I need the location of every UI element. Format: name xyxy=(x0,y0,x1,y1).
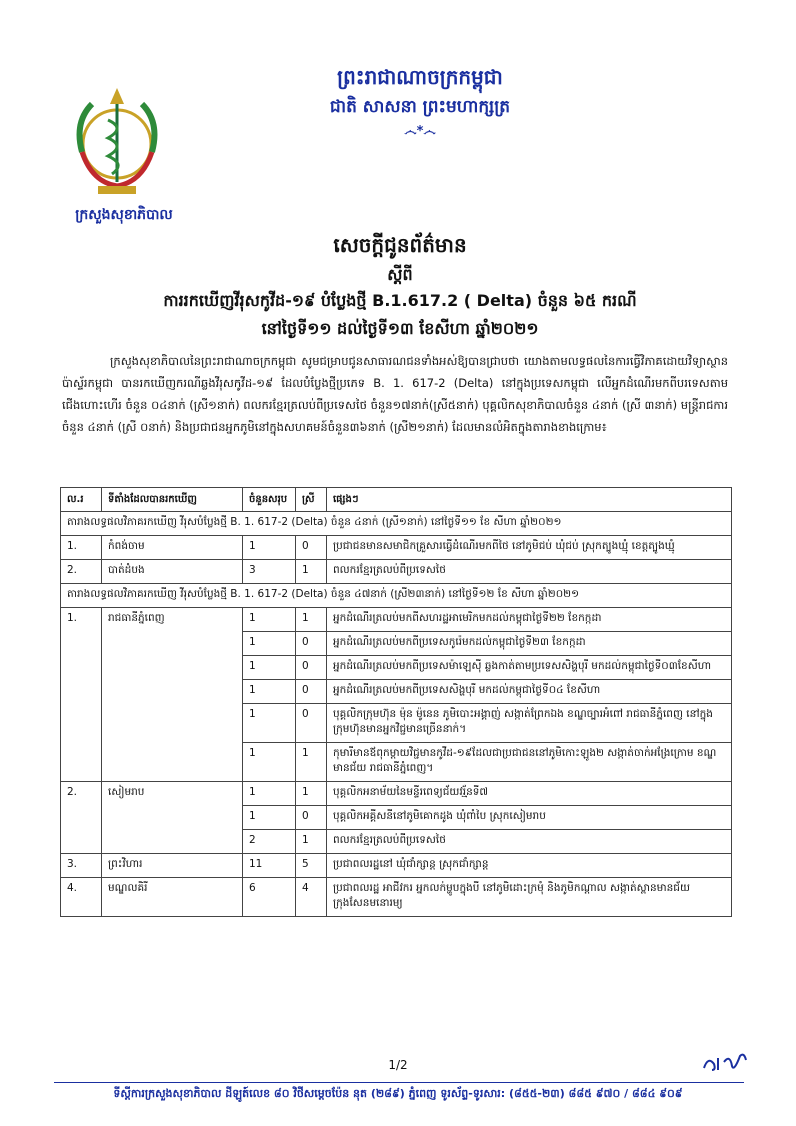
table-row xyxy=(61,782,732,806)
table-row xyxy=(61,536,732,560)
cell-female: 0 xyxy=(296,536,327,560)
cell-female: 1 xyxy=(296,560,327,584)
cell-female: 4 xyxy=(296,878,327,917)
kingdom-name: ព្រះរាជាណាចក្រកម្ពុជា xyxy=(337,65,503,89)
col-header-female: ស្រី xyxy=(296,488,327,512)
col-header-notes: ផ្សេងៗ xyxy=(327,488,732,512)
cell-female: 1 xyxy=(296,830,327,854)
cell-total: 11 xyxy=(243,854,296,878)
table-row xyxy=(61,878,732,917)
cell-location: ព្រះវិហារ xyxy=(102,854,243,878)
footer-address: ទីស្តីការក្រសួងសុខាភិបាល ដីឡូត៍លេខ ៨០ វិថីសម្តេចប៉ែន នុត (២៨៩) ភ្នំពេញ ទូរស័ព្ទ-ទូរសារ: (៨៥៥-២៣) ៨៨៥ ៩៧០ / ៨៨៤ ៩០៩ xyxy=(113,1087,683,1100)
cell-female: 1 xyxy=(296,608,327,632)
cell-total: 1 xyxy=(243,806,296,830)
cell-female: 0 xyxy=(296,806,327,830)
ministry-emblem xyxy=(62,82,172,212)
cell-note: អ្នកដំណើរត្រលប់មកពីប្រទេសកូរ៉េមកដល់កម្ពុជាថ្ងៃទី២៣ ខែកក្កដា xyxy=(327,632,732,656)
cell-female: 5 xyxy=(296,854,327,878)
cell-total: 1 xyxy=(243,704,296,743)
footer-divider xyxy=(54,1082,744,1083)
cell-note: អ្នកដំណើរត្រលប់មកពីប្រទេសម៉ាឡេស៊ី ឆ្លងកាត់តាមប្រទេសសិង្ហបុរី មកដល់កម្ពុជាថ្ងៃទី០៣ខែសីហា xyxy=(327,656,732,680)
cell-total: 1 xyxy=(243,608,296,632)
cell-note: ប្រជាពលរដ្ឋនៅ ឃុំជាំក្សាន្ត ស្រុកជាំក្សាន្ត xyxy=(327,854,732,878)
cell-total: 3 xyxy=(243,560,296,584)
cases-table xyxy=(60,487,732,917)
section-heading: តារាងលទ្ធផលវិភាគរកឃើញ វីរុសបំប្លែងថ្មី B. 1. 617-2 (Delta) ចំនួន ៤៧នាក់ (ស្រី២៣នាក់) នៅថ្ងៃទី១២ ខែ សីហា ឆ្នាំ២០២១ xyxy=(61,584,732,608)
cell-note: បុគ្គលិកអគ្គីសនីនៅភូមិគោកដូង ឃុំពាំបៃ ស្រុកសៀមរាប xyxy=(327,806,732,830)
signature-initials xyxy=(700,1050,748,1076)
cell-total: 2 xyxy=(243,830,296,854)
cell-location: កំពង់ចាម xyxy=(102,536,243,560)
intro-paragraph: ក្រសួងសុខាភិបាលនៃព្រះរាជាណាចក្រកម្ពុជា សូមជម្រាបជូនសាធារណជនទាំងអស់ឱ្យបានជ្រាបថា យោងតាមលទ្ធផលនៃការធ្វើវិភាគដោយវិទ្យាស្ថានប៉ាស្ទ័រកម្ពុជា បានរកឃើញករណីឆ្លងវីរុសកូវីដ-១៩ ដែលបំប្លែងថ្មីប្រភេទ B. 1. 617-2 (Delta) នៅក្នុងប្រទេសកម្ពុជា លើអ្នកដំណើរមកពីបរទេសតាមជើងហោះហើរ ចំនួន ០៤នាក់ (ស្រី១នាក់) ពលករខ្មែរត្រលប់ពីប្រទេសថៃ ចំនួន១៧នាក់(ស្រី៥នាក់) បុគ្គលិកសុខាភិបាលចំនួន ៤នាក់ (ស្រី ៣នាក់) មន្ត្រីរាជការចំនួន ៤នាក់ (ស្រី ០នាក់) និងប្រជាជនអ្នកភូមិនៅក្នុងសហគមន៍ចំនួន៣៦នាក់ (ស្រី២១នាក់) ដែលមានលំអិតក្នុងតារាងខាងក្រោម៖ xyxy=(62,354,728,434)
table-header-row xyxy=(61,488,732,512)
table-section-row xyxy=(61,512,732,536)
ministry-name: ក្រសួងសុខាភិបាល xyxy=(75,207,173,223)
cell-total: 1 xyxy=(243,536,296,560)
cell-total: 1 xyxy=(243,632,296,656)
page-number: 1/2 xyxy=(388,1058,408,1072)
cell-note: បុគ្គលិកអនាម័យនៃមន្ទីរពេទ្យជ័យវរ្ម័នទី៧ xyxy=(327,782,732,806)
cell-total: 1 xyxy=(243,782,296,806)
cell-no: 4. xyxy=(61,878,102,917)
cell-location: បាត់ដំបង xyxy=(102,560,243,584)
cell-female: 0 xyxy=(296,680,327,704)
cell-note: ពលករខ្មែរត្រលប់ពីប្រទេសថៃ xyxy=(327,560,732,584)
cell-note: ប្រជាជនមានសមាជិកគ្រួសារធ្វើដំណើរមកពីថៃ នៅភូមិជប់ ឃុំជប់ ស្រុកត្បូងឃ្មុំ ខេត្តត្បូងឃ្មុំ xyxy=(327,536,732,560)
document-subject: ការរកឃើញវីរុសកូវីដ-១៩ បំប្លែងថ្មី B.1.617.2 ( Delta) ចំនួន ៦៥ ករណី xyxy=(163,291,637,310)
cell-female: 1 xyxy=(296,743,327,782)
cell-note: អ្នកដំណើរត្រលប់មកពីប្រទេសសិង្ហបុរី មកដល់កម្ពុជាថ្ងៃទី០៤ ខែសីហា xyxy=(327,680,732,704)
cell-female: 1 xyxy=(296,782,327,806)
document-subject-label: ស្តីពី xyxy=(387,265,413,284)
cell-female: 0 xyxy=(296,632,327,656)
section-heading: តារាងលទ្ធផលវិភាគរកឃើញ វីរុសបំប្លែងថ្មី B. 1. 617-2 (Delta) ចំនួន ៤នាក់ (ស្រី១នាក់) នៅថ្ងៃទី១១ ខែ សីហា ឆ្នាំ២០២១ xyxy=(61,512,732,536)
cell-no: 1. xyxy=(61,536,102,560)
table-row xyxy=(61,608,732,632)
col-header-location: ទីតាំងដែលបានរកឃើញ xyxy=(102,488,243,512)
cell-no: 2. xyxy=(61,782,102,854)
cell-no: 3. xyxy=(61,854,102,878)
table-row xyxy=(61,854,732,878)
cell-total: 1 xyxy=(243,680,296,704)
cell-female: 0 xyxy=(296,656,327,680)
cell-note: ពលករខ្មែរត្រលប់ពីប្រទេសថៃ xyxy=(327,830,732,854)
cell-location: មណ្ឌលគិរី xyxy=(102,878,243,917)
document-date-range: នៅថ្ងៃទី១១ ដល់ថ្ងៃទី១៣ ខែសីហា ឆ្នាំ២០២១ xyxy=(261,319,539,338)
cell-total: 1 xyxy=(243,656,296,680)
cell-female: 0 xyxy=(296,704,327,743)
col-header-no: ល.រ xyxy=(61,488,102,512)
cell-note: អ្នកដំណើរត្រលប់មកពីសហរដ្ឋអាមេរិកមកដល់កម្ពុជាថ្ងៃទី២២ ខែកក្កដា xyxy=(327,608,732,632)
ornament: ෴*෴ xyxy=(404,124,436,139)
cell-no: 1. xyxy=(61,608,102,782)
table-row xyxy=(61,560,732,584)
cell-no: 2. xyxy=(61,560,102,584)
cell-note: ប្រជាពលរដ្ឋ អាជីវករ អ្នកលក់ម្ហូបក្នុងបី នៅភូមិដោះក្រមុំ និងភូមិកណ្តាល សង្កាត់ស្ពានមានជ័យ ក្រុងសែនមនោរម្យ xyxy=(327,878,732,917)
cell-note: បុគ្គលិកក្រុមហ៊ុន ម៉ុន ម៉ូនេន ភូមិបោះអង្គាញ់ សង្កាត់ព្រែកឯង ខណ្ឌច្បារអំពៅ រាជធានីភ្នំពេញ នៅក្នុងក្រុមហ៊ុនមានអ្នកវិជ្ជមានច្រើននាក់។ xyxy=(327,704,732,743)
col-header-total: ចំនួនសរុប xyxy=(243,488,296,512)
cell-location: សៀមរាប xyxy=(102,782,243,854)
cell-note: កុមារីមានឪពុកម្តាយវិជ្ជមានកូវីដ-១៩ដែលជាប្រជាជននៅភូមិកោះឡូង២ សង្កាត់ចាក់អង្រែក្រោម ខណ្ឌមានជ័យ រាជធានីភ្នំពេញ។ xyxy=(327,743,732,782)
cell-total: 6 xyxy=(243,878,296,917)
table-section-row xyxy=(61,584,732,608)
document-title: សេចក្តីជូនព័ត៌មាន xyxy=(333,233,467,257)
cell-total: 1 xyxy=(243,743,296,782)
cell-location: រាជធានីភ្នំពេញ xyxy=(102,608,243,782)
national-motto: ជាតិ សាសនា ព្រះមហាក្សត្រ xyxy=(329,97,511,117)
